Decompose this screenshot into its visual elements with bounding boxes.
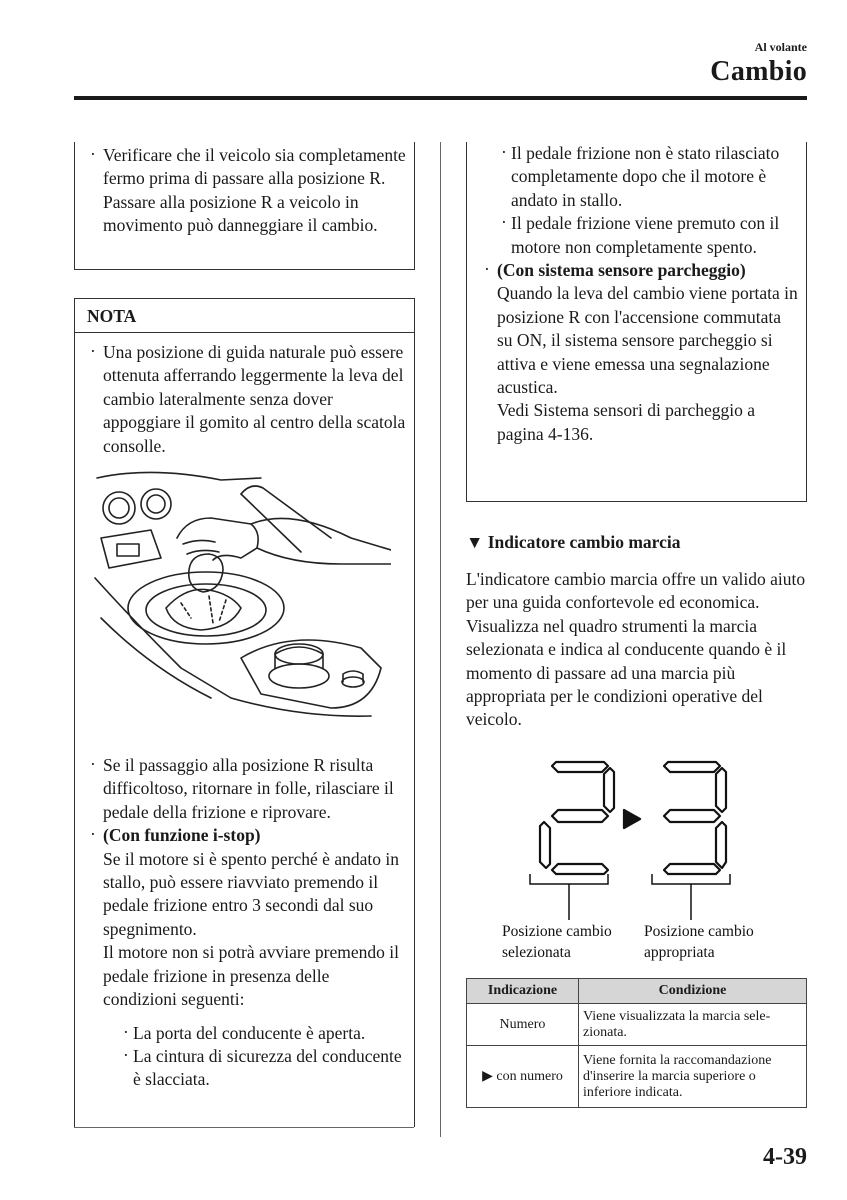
nota-box <box>74 298 415 1127</box>
segment <box>664 864 720 874</box>
istop-condition: · La cintura di sicurezza del conducente è slacciata. <box>121 1045 406 1092</box>
segment <box>552 762 608 772</box>
istop-condition: · Il pedale frizione non è stato rilasciato completamente dopo che il motore è andato in stallo. <box>499 142 798 212</box>
table-row <box>467 1046 807 1108</box>
segment <box>604 768 614 812</box>
istop-condition: · La porta del conducente è aperta. <box>121 1022 406 1045</box>
segment <box>664 762 720 772</box>
table-header: Indicazione <box>467 979 579 1004</box>
caption-appropriate-line1: Posizione cambio <box>644 923 754 940</box>
table-header: Condizione <box>579 979 807 1004</box>
table-cell: ▶ con numero <box>467 1046 579 1108</box>
istop-text: Se il motore si è spento perché è andato in stallo, può essere riavviato premendo il pedale frizione entro 3 secondi dal suo spegnimento. <box>103 848 399 939</box>
segment <box>552 810 608 822</box>
nota-item-istop <box>87 824 406 1091</box>
nota-box-continued <box>466 142 807 502</box>
nota-item-driving-position: · Una posizione di guida naturale può essere ottenuta afferrando leggermente la leva del cambio lateralmente senza dover appoggiare il gomito al centro della scatola consolle. <box>87 341 406 458</box>
segment <box>664 810 720 822</box>
section-label: Al volante <box>754 40 807 54</box>
caption-selected-line1: Posizione cambio <box>502 923 612 940</box>
table-cell: Viene visualizzata la marcia sele- zionata. <box>579 1004 807 1046</box>
segment <box>540 822 550 868</box>
caption-appropriate-line2: appropriata <box>644 944 715 961</box>
column-bottom-rule <box>74 1127 414 1128</box>
parking-sensor-text: Quando la leva del cambio viene portata in posizione R con l'accensione commutata su ON, il sistema sensore parcheggio si attiva e viene emessa una segnalazione acustica. <box>497 283 798 398</box>
section-heading: ▼ Indicatore cambio marcia <box>466 532 681 552</box>
header-rule <box>74 96 807 100</box>
istop-condition: · Il pedale frizione viene premuto con il motore non completamente spento. <box>499 212 798 259</box>
nota-title: NOTA <box>75 299 414 333</box>
caption-selected-line2: selezionata <box>502 944 571 961</box>
segment <box>552 864 608 874</box>
parking-sensor-title: (Con sistema sensore parcheggio) <box>497 260 746 281</box>
segment <box>716 822 726 868</box>
nota-item-reverse: · Se il passaggio alla posizione R risulta difficoltoso, ritornare in folle, rilasciare il pedale della frizione e riprovare. <box>87 754 406 824</box>
nota-item-parking-sensor <box>481 259 798 446</box>
parking-sensor-ref: Vedi Sistema sensori di parcheggio a pagina 4-136. <box>497 400 756 444</box>
indicator-condition-table <box>466 978 807 1108</box>
caution-box-continued <box>74 142 415 270</box>
section-paragraph: L'indicatore cambio marcia offre un valido aiuto per una guida confortevole ed economica. Visualizza nel quadro strumenti la marcia selezionata e indica al conducente quando è il momento di passare ad una marcia più appropriata per le condizioni operative del veicolo. <box>466 569 806 730</box>
column-divider <box>440 142 441 1137</box>
istop-title: (Con funzione i-stop) <box>103 825 261 846</box>
page-number: 4-39 <box>763 1144 807 1170</box>
gear-shift-illustration <box>91 468 391 738</box>
caution-item: · Verificare che il veicolo sia completamente fermo prima di passare alla posizione R. Passare alla posizione R a veicolo in movimento può danneggiare il cambio. <box>87 144 406 238</box>
table-cell: Numero <box>467 1004 579 1046</box>
arrow-icon <box>624 810 640 828</box>
segment <box>716 768 726 812</box>
shift-indicator-figure <box>500 752 800 972</box>
table-row <box>467 1004 807 1046</box>
istop-text-2: Il motore non si potrà avviare premendo il pedale frizione in presenza delle condizioni seguenti: <box>103 942 399 1010</box>
table-cell: Viene fornita la raccomandazione d'inserire la marcia superiore o inferiore indicata. <box>579 1046 807 1108</box>
page-title: Cambio <box>710 56 807 87</box>
